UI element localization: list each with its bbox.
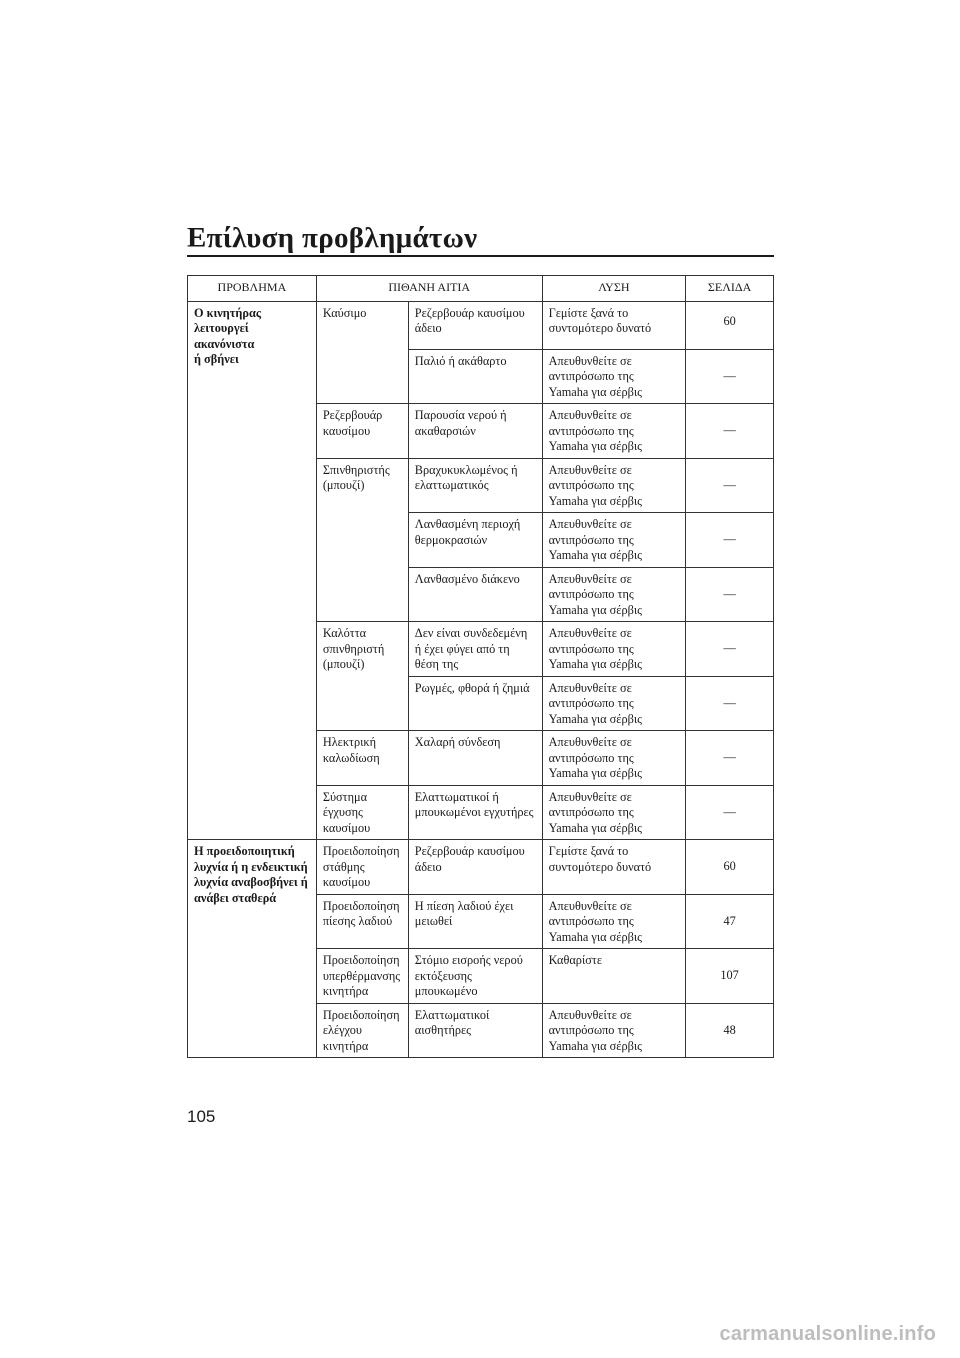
page-ref: —	[686, 458, 774, 513]
cause-detail: Ρεζερβουάρ καυσίμου άδειο	[408, 840, 542, 895]
page-ref: 48	[686, 1003, 774, 1058]
solution: Απευθυνθείτε σε αντιπρόσωπο της Yamaha για σέρβις	[542, 404, 686, 459]
solution: Απευθυνθείτε σε αντιπρόσωπο της Yamaha για σέρβις	[542, 1003, 686, 1058]
watermark: carmanualsonline.info	[719, 1323, 936, 1345]
page-ref: —	[686, 404, 774, 459]
page-ref: —	[686, 622, 774, 677]
cause-group: Ηλεκτρική καλωδίωση	[316, 731, 408, 786]
table-row	[188, 301, 774, 349]
cause-group: Προειδοποίηση πίεσης λαδιού	[316, 894, 408, 949]
page-ref: —	[686, 513, 774, 568]
solution: Απευθυνθείτε σε αντιπρόσωπο της Yamaha για σέρβις	[542, 731, 686, 786]
cause-detail: Ρωγμές, φθορά ή ζημιά	[408, 676, 542, 731]
page-number: 105	[187, 1107, 216, 1126]
cause-detail: Λανθασμένη περιοχή θερμοκρασιών	[408, 513, 542, 568]
page-ref: —	[686, 731, 774, 786]
solution: Απευθυνθείτε σε αντιπρόσωπο της Yamaha για σέρβις	[542, 894, 686, 949]
header-solution: ΛΥΣΗ	[542, 276, 686, 302]
problem-engine: Ο κινητήρας λειτουργεί ακανόνιστα ή σβήνει	[188, 301, 317, 840]
cause-detail: Χαλαρή σύνδεση	[408, 731, 542, 786]
problem-warning-lamp: Η προειδοποιητική λυχνία ή η ενδεικτική λυχνία αναβοσβήνει ή ανάβει σταθερά	[188, 840, 317, 1058]
cause-detail: Στόμιο εισροής νερού εκτόξευσης μπουκωμένο	[408, 949, 542, 1004]
cause-detail: Ελαττωματικοί ή μπουκωμένοι εγχυτήρες	[408, 785, 542, 840]
solution: Απευθυνθείτε σε αντιπρόσωπο της Yamaha για σέρβις	[542, 785, 686, 840]
cause-detail: Λανθασμένο διάκενο	[408, 567, 542, 622]
cause-group: Καύσιμο	[316, 301, 408, 404]
cause-group: Ρεζερβουάρ καυσίμου	[316, 404, 408, 459]
cause-detail: Παλιό ή ακάθαρτο	[408, 349, 542, 404]
page-ref: —	[686, 567, 774, 622]
solution: Απευθυνθείτε σε αντιπρόσωπο της Yamaha για σέρβις	[542, 513, 686, 568]
page-ref: 60	[686, 301, 774, 349]
title-divider	[187, 255, 774, 257]
solution: Απευθυνθείτε σε αντιπρόσωπο της Yamaha για σέρβις	[542, 676, 686, 731]
page-ref: 107	[686, 949, 774, 1004]
table-header-row	[188, 276, 774, 302]
cause-detail: Ελαττωματικοί αισθητήρες	[408, 1003, 542, 1058]
page-ref: —	[686, 785, 774, 840]
cause-group: Προειδοποίηση υπερθέρμανσης κινητήρα	[316, 949, 408, 1004]
table-row	[188, 840, 774, 895]
cause-group: Σύστημα έγχυσης καυσίμου	[316, 785, 408, 840]
page-ref: —	[686, 349, 774, 404]
cause-detail: Δεν είναι συνδεδεμένη ή έχει φύγει από τη θέση της	[408, 622, 542, 677]
page-title: Επίλυση προβλημάτων	[187, 222, 478, 254]
solution: Απευθυνθείτε σε αντιπρόσωπο της Yamaha για σέρβις	[542, 567, 686, 622]
solution: Απευθυνθείτε σε αντιπρόσωπο της Yamaha για σέρβις	[542, 622, 686, 677]
solution: Απευθυνθείτε σε αντιπρόσωπο της Yamaha για σέρβις	[542, 349, 686, 404]
header-problem: ΠΡΟΒΛΗΜΑ	[188, 276, 317, 302]
cause-group: Προειδοποίηση στάθμης καυσίμου	[316, 840, 408, 895]
solution: Γεμίστε ξανά το συντομότερο δυνατό	[542, 840, 686, 895]
cause-group: Καλόττα σπινθηριστή (μπουζί)	[316, 622, 408, 731]
header-page: ΣΕΛΙΔΑ	[686, 276, 774, 302]
solution: Γεμίστε ξανά το συντομότερο δυνατό	[542, 301, 686, 349]
solution: Απευθυνθείτε σε αντιπρόσωπο της Yamaha για σέρβις	[542, 458, 686, 513]
page-ref: 60	[686, 840, 774, 895]
troubleshooting-table	[187, 275, 774, 1058]
cause-group: Προειδοποίηση ελέγχου κινητήρα	[316, 1003, 408, 1058]
cause-detail: Ρεζερβουάρ καυσίμου άδειο	[408, 301, 542, 349]
cause-detail: Βραχυκυκλωμένος ή ελαττωματικός	[408, 458, 542, 513]
page-ref: —	[686, 676, 774, 731]
solution: Καθαρίστε	[542, 949, 686, 1004]
cause-detail: Η πίεση λαδιού έχει μειωθεί	[408, 894, 542, 949]
cause-group: Σπινθηριστής (μπουζί)	[316, 458, 408, 622]
cause-detail: Παρουσία νερού ή ακαθαρσιών	[408, 404, 542, 459]
header-cause: ΠΙΘΑΝΗ ΑΙΤΙΑ	[316, 276, 542, 302]
page-ref: 47	[686, 894, 774, 949]
